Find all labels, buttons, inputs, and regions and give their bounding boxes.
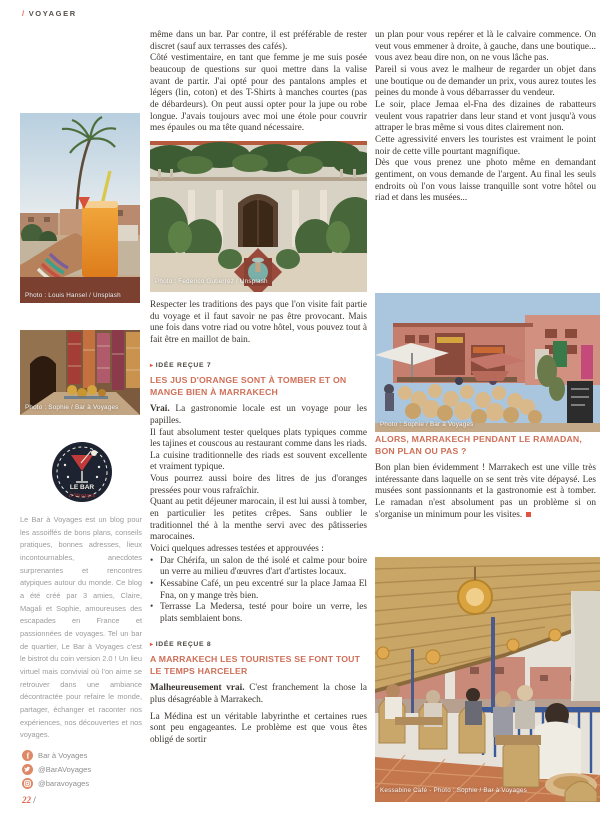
svg-text:f: f <box>26 751 30 761</box>
ramadan-text: Bon plan bien évidemment ! Marrakech est une ville très intéressante dans laquelle on se sent très vite dépaysé. Les musées sont passionnants et la gastronomie est à tomber. Le ramadan n'est absolument pas un problème si on s'organise un minimum pour les visites. <box>375 463 596 520</box>
body-paragraph: La Médina est un véritable labyrinthe et certaines rues sont peu engageantes. Le problème est que vous êtes obligé de sortir <box>150 711 367 745</box>
instagram-icon <box>22 778 33 789</box>
twitter-icon <box>22 764 33 775</box>
photo-caption: Photo : Federico Gutierrez / Unsplash <box>155 278 268 286</box>
idee-recue-8-title: A MARRAKECH LES TOURISTES SE FONT TOUT LE TEMPS HARCELER <box>150 654 361 676</box>
facebook-handle: Bar à Voyages <box>38 751 88 760</box>
body-paragraph: Le soir, place Jemaa el-Fna des dizaines de rabatteurs veulent vous rapatrier dans leur stand et vont jusqu'à vous attraper le bras même si vous dites clairement non. <box>375 99 596 134</box>
body-paragraph: Pareil si vous avez le malheur de regarder un objet dans une boutique ou de demander un prix, vous aurez toutes les peines du monde à vous débarrasser du vendeur. <box>375 64 596 99</box>
section-header <box>22 9 77 18</box>
bullet-icon: • <box>150 555 154 566</box>
logo-text-line2: à Voyages <box>68 492 96 499</box>
ramadan-conclusion <box>375 434 596 521</box>
end-of-article-marker <box>526 512 531 517</box>
social-links <box>22 750 91 792</box>
header-slash: / <box>22 9 26 18</box>
body-paragraph: Il faut absolument tester quelques plats typiques comme les tajines et couscous au restaurant comme dans les riads. La cuisine traditionnelle des riads est souvent excellente et vraiment typique. <box>150 427 367 473</box>
page-number-value: 22 <box>22 795 31 805</box>
idee-recue-7-label <box>150 360 367 373</box>
photo-kessabine-cafe-terrace <box>375 557 600 802</box>
riad-courtyard-illustration <box>150 141 367 292</box>
body-paragraph: Dès que vous prenez une photo même en demandant gentiment, on vous demande de l'argent. Au final les seuls endroits où l'on vous laisse tranquille sont votre hôtel ou riad et dans les musées... <box>375 158 596 204</box>
social-row-instagram <box>22 778 91 789</box>
photo-caption: Kessabine Café - Photo : Sophie / Bar à Voyages <box>380 787 527 794</box>
social-row-facebook <box>22 750 91 761</box>
photo-caption: Photo : Sophie / Bar à Voyages <box>25 404 119 411</box>
address-list-item <box>150 602 367 625</box>
verdict-bold: Malheureusement vrai. <box>150 683 245 694</box>
verdict-rest: C'est franchement la chose la plus désagréable à Marrakech. <box>150 683 367 705</box>
photo-caption: Photo : Louis Hansel / Unsplash <box>25 292 121 299</box>
body-paragraph <box>150 683 367 706</box>
idee-label-text: IDÉE REÇUE 7 <box>155 361 212 369</box>
body-paragraph: Côté vestimentaire, en tant que femme je me suis posée beaucoup de questions sur quoi mettre dans la valise avant de partir. J'ai opté pour des pantalons amples et légers (lin, coton) et des T-Shirts à manches courtes (pas de débardeurs). On peut aussi opter pour la jupe ou robe longue. J'avais toujours avec moi une étole pour couvrir mes épaules ou ma tête quand nécessaire. <box>150 53 367 134</box>
cafe-terrace-illustration <box>375 557 600 802</box>
address-text: Kessabine Café, un peu excentré sur la place Jamaa El Fna, on y mange très bien. <box>160 579 367 601</box>
address-list-item <box>150 556 367 579</box>
body-paragraph: même dans un bar. Par contre, il est préférable de rester discret (sauf aux terrasses des cafés). <box>150 30 367 52</box>
facebook-icon <box>22 750 33 761</box>
arrow-bullet-icon: ▸ <box>150 362 154 369</box>
body-paragraph <box>375 463 596 521</box>
photo-riad-courtyard <box>150 141 367 292</box>
verdict-bold: Vrai. <box>150 404 170 415</box>
body-paragraph <box>150 404 367 427</box>
market-square-illustration <box>375 293 600 432</box>
blog-description: Le Bar à Voyages est un blog pour les assoiffés de bons plans, conseils pratiques, bonnes adresses, lieux incontournables, anecdotes surprenantes et rencontres atypiques autour du monde. Ce blog a été créé par 3 amies, Claire, Magali et Sophie, amoureuses des escapades en France et passionnées de voyages. Tel un bar de quartier, Le Bar à Voyages c'est le bistrot du coin version 2.0 ! Un lieu virtuel mais convivial où l'on aime se retrouver dans une ambiance décontractée pour refaire le monde, partager, échanger et raconter nos expériences, nos découvertes et nos voyages. <box>20 515 142 740</box>
photo-souk-street <box>20 330 140 415</box>
body-paragraph: Vous pourrez aussi boire des litres de jus d'oranges pressées pour vous rafraîchir. <box>150 474 367 496</box>
photo-cocktail-rooftop <box>20 113 140 303</box>
social-row-twitter <box>22 764 91 775</box>
idee-recue-8-label <box>150 639 367 652</box>
photo-market-square <box>375 293 600 432</box>
logo-text-line1: LE BAR <box>69 484 95 491</box>
bullet-icon: • <box>150 579 154 590</box>
twitter-handle: @BarAVoyages <box>38 765 92 774</box>
idee-recue-7-title: LES JUS D'ORANGE SONT À TOMBER ET ON MANGE BIEN À MARRAKECH <box>150 375 347 397</box>
section-title: VOYAGER <box>28 9 77 18</box>
page-number <box>22 795 36 805</box>
body-paragraph: Cette agressivité envers les touristes est vraiment le point noir de cette ville pourtant magnifique. <box>375 134 596 157</box>
verdict-rest: La gastronomie locale est un voyage pour les papilles. <box>150 404 367 426</box>
photo-caption: Photo : Sophie / Bar à Voyages <box>380 421 474 428</box>
cocktail-rooftop-illustration <box>20 113 140 303</box>
souk-street-illustration <box>20 330 140 415</box>
column-right-text <box>375 30 596 205</box>
column-middle <box>150 30 367 747</box>
ramadan-title: ALORS, MARRAKECH PENDANT LE RAMADAN, BON PLAN OU PAS ? <box>375 434 583 456</box>
body-paragraph: un plan pour vous repérer et là le calvaire commence. On veut vous emmener à droite, à gauche, dans une boutique... vous avez beau dire non, on ne vous lâche pas. <box>375 30 596 64</box>
address-text: Terrasse La Medersa, testé pour boire un verre, les plats semblaient bons. <box>160 602 367 624</box>
address-list-item <box>150 579 367 602</box>
instagram-handle: @baravoyages <box>38 779 90 788</box>
cocktail-logo-icon <box>51 441 113 503</box>
body-paragraph: Respecter les traditions des pays que l'on visite fait partie du voyage et il faut savoir ne pas être provocant. Mais une fois dans votre riad ou votre hôtel, vous pouvez tout à fait être en maillot de bain. <box>150 299 367 345</box>
body-paragraph: Voici quelques adresses testées et approuvées : <box>150 544 324 555</box>
idee-label-text: IDÉE REÇUE 8 <box>155 640 212 648</box>
body-paragraph: Quant au petit déjeuner marocain, il est lui aussi à tomber, en particulier les petites crêpes. Sans oublier le traditionnel thé à la menthe servi avec des pâtisseries marocaines. <box>150 497 367 543</box>
address-text: Dar Chérifa, un salon de thé isolé et calme pour boire un verre au milieu d'œuvres d'art d'artistes locaux. <box>160 555 367 578</box>
page-number-slash: / <box>33 795 36 805</box>
bullet-icon: • <box>150 602 154 613</box>
bar-a-voyages-logo <box>51 441 113 503</box>
arrow-bullet-icon: ▸ <box>150 641 154 648</box>
